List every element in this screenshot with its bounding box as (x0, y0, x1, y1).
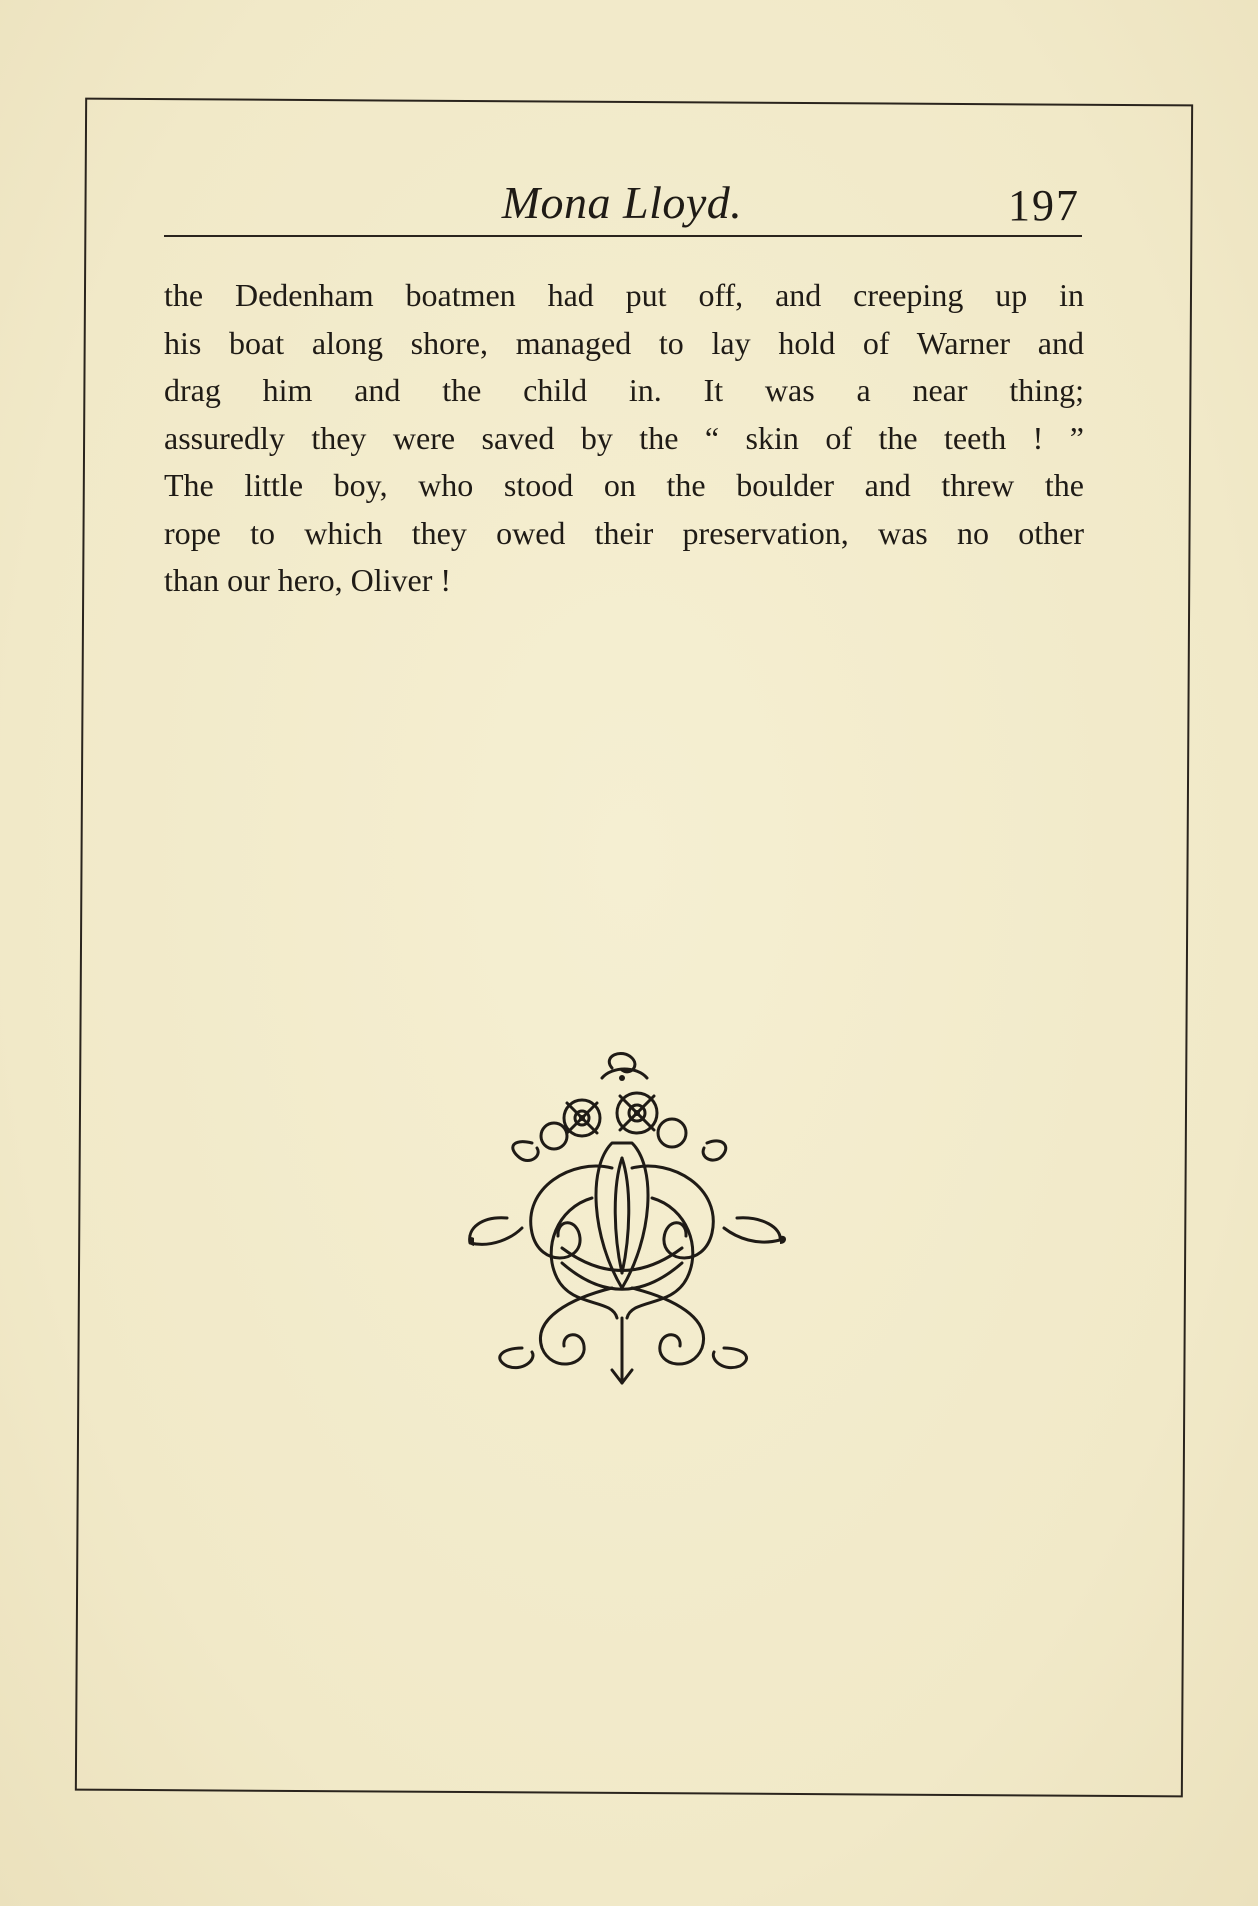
floral-vase-tailpiece-icon (462, 1048, 792, 1390)
page-number: 197 (1008, 181, 1080, 230)
body-line: his boat along shore, managed to lay hold of Warner and (164, 324, 1084, 361)
body-line: assuredly they were saved by the “ skin of the teeth ! ” (164, 419, 1084, 456)
body-paragraph (164, 272, 1084, 605)
running-title: Mona Lloyd. (501, 177, 743, 228)
running-head (164, 168, 1080, 240)
body-line: than our hero, Oliver ! (164, 562, 452, 598)
body-line: the Dedenham boatmen had put off, and creeping up in (164, 277, 1084, 313)
header-rule (164, 235, 1082, 237)
body-line: drag him and the child in. It was a near thing; (164, 372, 1084, 408)
body-line: rope to which they owed their preservation, was no other (164, 514, 1084, 551)
body-line: The little boy, who stood on the boulder and threw the (164, 467, 1084, 503)
